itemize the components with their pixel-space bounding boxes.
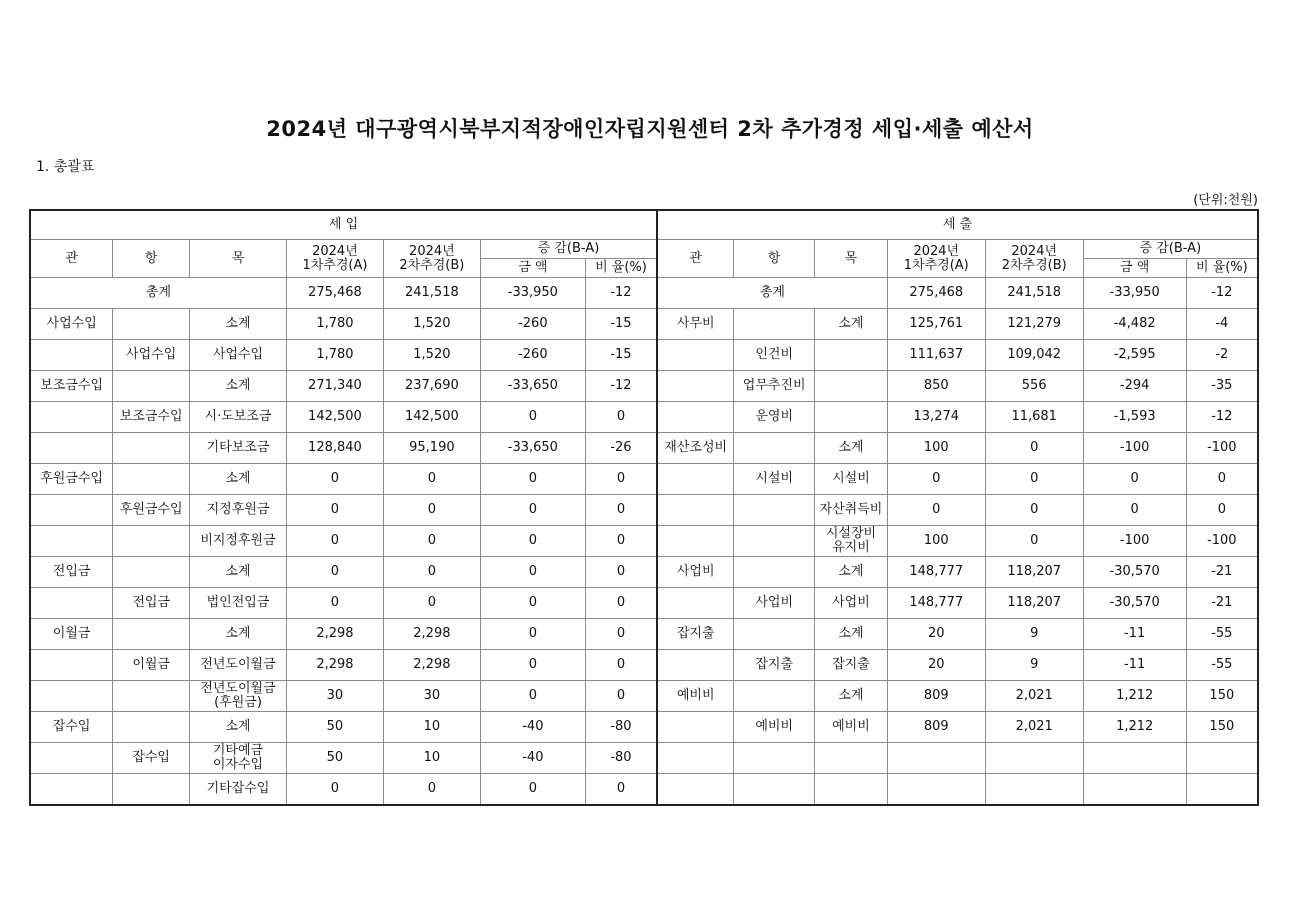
exp-hang-cell: 업무추진비 <box>734 371 815 402</box>
exp-amount-b-cell: 2,021 <box>985 681 1083 712</box>
rev-amount-b-cell: 0 <box>383 588 480 619</box>
rev-change-ratio-cell: -26 <box>585 433 657 464</box>
exp-gwan-cell: 사무비 <box>657 309 734 340</box>
exp-change-ratio-cell: -35 <box>1186 371 1258 402</box>
rev-amount-a-cell: 0 <box>286 526 383 557</box>
rev-change-ratio-cell: 0 <box>585 464 657 495</box>
expenditure-header: 세 출 <box>657 210 1258 240</box>
exp-hang-cell <box>734 495 815 526</box>
rev-amount-a-cell: 1,780 <box>286 309 383 340</box>
exp-amount-b-cell: 556 <box>985 371 1083 402</box>
rev-change-ratio-cell: 0 <box>585 557 657 588</box>
exp-mok-cell: 시설비 <box>815 464 888 495</box>
rev-hang-cell <box>113 464 190 495</box>
rev-change-amount-cell: 0 <box>480 464 585 495</box>
table-row <box>30 743 1258 774</box>
rev-change-ratio-cell: 0 <box>585 402 657 433</box>
exp-change-amount-cell: 0 <box>1083 495 1186 526</box>
rev-amount-a-cell: 50 <box>286 712 383 743</box>
section-heading: 1. 총괄표 <box>36 159 95 175</box>
rev-amount-a-cell: 0 <box>286 774 383 806</box>
rev-change-ratio-cell: 0 <box>585 650 657 681</box>
exp-change-ratio-cell: -21 <box>1186 557 1258 588</box>
exp-change-amount-cell <box>1083 743 1186 774</box>
exp-hang-cell: 사업비 <box>734 588 815 619</box>
exp-change-amount-cell: 1,212 <box>1083 712 1186 743</box>
exp-change-amount-cell: 0 <box>1083 464 1186 495</box>
exp-amount-a-cell: 20 <box>887 650 985 681</box>
exp-hang-cell <box>734 557 815 588</box>
exp-change-ratio-cell: 0 <box>1186 464 1258 495</box>
exp-mok-cell: 사업비 <box>815 588 888 619</box>
rev-amount-a-cell: 128,840 <box>286 433 383 464</box>
rev-gwan-cell: 전입금 <box>30 557 113 588</box>
rev-hang-cell <box>113 774 190 806</box>
rev-amount-a-cell: 275,468 <box>286 278 383 309</box>
exp-change-ratio-cell: 0 <box>1186 495 1258 526</box>
exp-hang-header: 항 <box>734 240 815 278</box>
exp-ratio-header: 비 율(%) <box>1186 259 1258 278</box>
exp-gwan-cell <box>657 340 734 371</box>
exp-change-ratio-cell: -2 <box>1186 340 1258 371</box>
exp-amount-a-cell: 0 <box>887 464 985 495</box>
table-row <box>30 371 1258 402</box>
rev-gwan-header: 관 <box>30 240 113 278</box>
exp-amount-a-cell <box>887 743 985 774</box>
rev-hang-cell: 후원금수입 <box>113 495 190 526</box>
rev-ratio-header: 비 율(%) <box>585 259 657 278</box>
rev-mok-cell: 지정후원금 <box>190 495 287 526</box>
exp-gwan-cell: 잡지출 <box>657 619 734 650</box>
rev-gwan-cell: 사업수입 <box>30 309 113 340</box>
rev-change-amount-cell: 0 <box>480 526 585 557</box>
table-row <box>30 712 1258 743</box>
exp-change-amount-cell: -100 <box>1083 433 1186 464</box>
rev-mok-cell: 소계 <box>190 371 287 402</box>
exp-amount-b-cell: 241,518 <box>985 278 1083 309</box>
exp-hang-cell: 예비비 <box>734 712 815 743</box>
exp-gwan-cell <box>657 712 734 743</box>
rev-amount-b-cell: 30 <box>383 681 480 712</box>
exp-change-ratio-cell: -55 <box>1186 650 1258 681</box>
exp-hang-cell: 인건비 <box>734 340 815 371</box>
exp-amount-b-cell <box>985 774 1083 806</box>
rev-amount-a-cell: 142,500 <box>286 402 383 433</box>
exp-amount-b-cell: 2,021 <box>985 712 1083 743</box>
rev-hang-cell <box>113 526 190 557</box>
exp-hang-cell: 시설비 <box>734 464 815 495</box>
rev-mok-cell: 소계 <box>190 557 287 588</box>
rev-change-ratio-cell: -80 <box>585 743 657 774</box>
rev-amount-b-cell: 95,190 <box>383 433 480 464</box>
rev-mok-cell: 소계 <box>190 464 287 495</box>
table-row <box>30 309 1258 340</box>
exp-amount-b-cell <box>985 743 1083 774</box>
table-row <box>30 402 1258 433</box>
rev-change-ratio-cell: 0 <box>585 495 657 526</box>
rev-mok-cell: 기타예금 이자수입 <box>190 743 287 774</box>
table-row <box>30 433 1258 464</box>
exp-gwan-cell: 재산조성비 <box>657 433 734 464</box>
rev-mok-cell: 전년도이월금 (후원금) <box>190 681 287 712</box>
rev-change-ratio-cell: 0 <box>585 681 657 712</box>
exp-hang-cell <box>734 743 815 774</box>
rev-hang-cell <box>113 433 190 464</box>
exp-amount-a-cell: 148,777 <box>887 557 985 588</box>
rev-amount-a-cell: 271,340 <box>286 371 383 402</box>
rev-change-amount-cell: 0 <box>480 402 585 433</box>
rev-change-amount-cell: -33,950 <box>480 278 585 309</box>
rev-amount-b-cell: 10 <box>383 712 480 743</box>
exp-change-ratio-cell: -21 <box>1186 588 1258 619</box>
exp-amount-a-cell: 850 <box>887 371 985 402</box>
exp-amount-b-cell: 0 <box>985 433 1083 464</box>
exp-amount-header: 금 액 <box>1083 259 1186 278</box>
exp-mok-cell: 소계 <box>815 309 888 340</box>
rev-amount-a-cell: 0 <box>286 557 383 588</box>
rev-change-ratio-cell: 0 <box>585 774 657 806</box>
exp-amount-a-cell: 13,274 <box>887 402 985 433</box>
rev-mok-cell: 기타잡수입 <box>190 774 287 806</box>
exp-mok-cell: 소계 <box>815 557 888 588</box>
rev-gwan-cell <box>30 340 113 371</box>
rev-col-a-header: 2024년 1차추경(A) <box>286 240 383 278</box>
exp-mok-cell: 예비비 <box>815 712 888 743</box>
rev-change-amount-cell: -33,650 <box>480 371 585 402</box>
exp-gwan-cell <box>657 526 734 557</box>
exp-amount-a-cell: 0 <box>887 495 985 526</box>
exp-amount-b-cell: 0 <box>985 526 1083 557</box>
table-row <box>30 464 1258 495</box>
rev-hang-cell <box>113 681 190 712</box>
rev-gwan-cell: 이월금 <box>30 619 113 650</box>
rev-change-amount-cell: 0 <box>480 774 585 806</box>
rev-amount-b-cell: 0 <box>383 495 480 526</box>
rev-change-ratio-cell: 0 <box>585 526 657 557</box>
rev-hang-cell <box>113 309 190 340</box>
exp-change-amount-cell: -11 <box>1083 650 1186 681</box>
exp-amount-a-cell: 809 <box>887 712 985 743</box>
exp-change-ratio-cell: -100 <box>1186 526 1258 557</box>
rev-amount-b-cell: 241,518 <box>383 278 480 309</box>
rev-amount-a-cell: 1,780 <box>286 340 383 371</box>
exp-mok-cell: 소계 <box>815 619 888 650</box>
exp-amount-b-cell: 9 <box>985 650 1083 681</box>
exp-mok-cell: 잡지출 <box>815 650 888 681</box>
rev-change-ratio-cell: -15 <box>585 309 657 340</box>
exp-gwan-cell <box>657 464 734 495</box>
exp-amount-b-cell: 0 <box>985 464 1083 495</box>
rev-change-amount-cell: -40 <box>480 743 585 774</box>
exp-mok-cell <box>815 774 888 806</box>
rev-mok-cell: 전년도이월금 <box>190 650 287 681</box>
rev-amount-b-cell: 1,520 <box>383 340 480 371</box>
exp-gwan-cell <box>657 650 734 681</box>
exp-mok-cell: 소계 <box>815 433 888 464</box>
rev-change-ratio-cell: -15 <box>585 340 657 371</box>
rev-amount-a-cell: 2,298 <box>286 650 383 681</box>
exp-change-ratio-cell: -4 <box>1186 309 1258 340</box>
document-title: 2024년 대구광역시북부지적장애인자립지원센터 2차 추가경정 세입·세출 예산서 <box>266 117 1034 141</box>
exp-change-amount-cell: 1,212 <box>1083 681 1186 712</box>
exp-hang-cell <box>734 309 815 340</box>
rev-hang-cell: 전입금 <box>113 588 190 619</box>
rev-amount-b-cell: 0 <box>383 774 480 806</box>
exp-amount-a-cell: 809 <box>887 681 985 712</box>
exp-amount-a-cell: 125,761 <box>887 309 985 340</box>
rev-amount-a-cell: 2,298 <box>286 619 383 650</box>
rev-amount-b-cell: 1,520 <box>383 309 480 340</box>
rev-amount-b-cell: 0 <box>383 526 480 557</box>
exp-change-amount-cell: -30,570 <box>1083 588 1186 619</box>
rev-hang-cell: 보조금수입 <box>113 402 190 433</box>
rev-change-amount-cell: 0 <box>480 619 585 650</box>
rev-mok-cell: 소계 <box>190 619 287 650</box>
budget-summary-table <box>29 209 1259 806</box>
exp-amount-a-cell: 20 <box>887 619 985 650</box>
exp-amount-b-cell: 118,207 <box>985 588 1083 619</box>
rev-mok-cell: 소계 <box>190 712 287 743</box>
exp-gwan-cell <box>657 371 734 402</box>
exp-gwan-cell: 예비비 <box>657 681 734 712</box>
exp-change-ratio-cell: -100 <box>1186 433 1258 464</box>
rev-hang-cell: 잡수입 <box>113 743 190 774</box>
exp-gwan-cell: 총계 <box>657 278 887 309</box>
exp-mok-cell <box>815 371 888 402</box>
exp-amount-a-cell: 148,777 <box>887 588 985 619</box>
exp-change-amount-cell <box>1083 774 1186 806</box>
exp-hang-cell: 운영비 <box>734 402 815 433</box>
exp-mok-header: 목 <box>815 240 888 278</box>
rev-change-amount-cell: 0 <box>480 681 585 712</box>
exp-change-amount-cell: -30,570 <box>1083 557 1186 588</box>
rev-gwan-cell <box>30 774 113 806</box>
rev-gwan-cell: 총계 <box>30 278 286 309</box>
exp-amount-a-cell <box>887 774 985 806</box>
exp-change-ratio-cell <box>1186 774 1258 806</box>
exp-hang-cell <box>734 433 815 464</box>
exp-change-ratio-cell: 150 <box>1186 712 1258 743</box>
rev-change-amount-cell: -40 <box>480 712 585 743</box>
exp-amount-b-cell: 0 <box>985 495 1083 526</box>
rev-hang-header: 항 <box>113 240 190 278</box>
exp-gwan-cell <box>657 402 734 433</box>
rev-mok-cell: 법인전입금 <box>190 588 287 619</box>
rev-change-ratio-cell: -12 <box>585 278 657 309</box>
exp-col-a-header: 2024년 1차추경(A) <box>887 240 985 278</box>
rev-gwan-cell <box>30 402 113 433</box>
exp-change-ratio-cell: 150 <box>1186 681 1258 712</box>
rev-change-ratio-cell: -12 <box>585 371 657 402</box>
rev-hang-cell <box>113 712 190 743</box>
rev-mok-cell: 기타보조금 <box>190 433 287 464</box>
table-row <box>30 650 1258 681</box>
rev-hang-cell: 이월금 <box>113 650 190 681</box>
rev-amount-b-cell: 2,298 <box>383 619 480 650</box>
rev-mok-cell: 시·도보조금 <box>190 402 287 433</box>
exp-change-amount-cell: -294 <box>1083 371 1186 402</box>
rev-amount-a-cell: 50 <box>286 743 383 774</box>
rev-change-ratio-cell: 0 <box>585 619 657 650</box>
rev-hang-cell <box>113 371 190 402</box>
rev-change-amount-cell: 0 <box>480 557 585 588</box>
rev-amount-b-cell: 0 <box>383 557 480 588</box>
table-row <box>30 681 1258 712</box>
exp-change-amount-cell: -11 <box>1083 619 1186 650</box>
exp-amount-a-cell: 275,468 <box>887 278 985 309</box>
exp-change-ratio-cell: -55 <box>1186 619 1258 650</box>
exp-change-ratio-cell <box>1186 743 1258 774</box>
rev-hang-cell: 사업수입 <box>113 340 190 371</box>
exp-amount-b-cell: 9 <box>985 619 1083 650</box>
table-row <box>30 495 1258 526</box>
exp-mok-cell: 소계 <box>815 681 888 712</box>
rev-change-ratio-cell: 0 <box>585 588 657 619</box>
table-row <box>30 340 1258 371</box>
exp-gwan-cell <box>657 495 734 526</box>
rev-gwan-cell <box>30 650 113 681</box>
exp-change-amount-cell: -1,593 <box>1083 402 1186 433</box>
exp-hang-cell <box>734 526 815 557</box>
rev-change-amount-cell: 0 <box>480 495 585 526</box>
exp-gwan-cell <box>657 743 734 774</box>
exp-change-amount-cell: -2,595 <box>1083 340 1186 371</box>
exp-change-ratio-cell: -12 <box>1186 278 1258 309</box>
exp-amount-b-cell: 11,681 <box>985 402 1083 433</box>
table-row <box>30 557 1258 588</box>
exp-amount-a-cell: 100 <box>887 526 985 557</box>
rev-gwan-cell <box>30 526 113 557</box>
exp-col-b-header: 2024년 2차추경(B) <box>985 240 1083 278</box>
exp-change-amount-cell: -4,482 <box>1083 309 1186 340</box>
rev-amount-a-cell: 30 <box>286 681 383 712</box>
table-row <box>30 774 1258 806</box>
rev-mok-cell: 소계 <box>190 309 287 340</box>
rev-gwan-cell: 보조금수입 <box>30 371 113 402</box>
exp-amount-b-cell: 109,042 <box>985 340 1083 371</box>
rev-gwan-cell: 후원금수입 <box>30 464 113 495</box>
exp-gwan-cell: 사업비 <box>657 557 734 588</box>
exp-gwan-cell <box>657 774 734 806</box>
rev-hang-cell <box>113 557 190 588</box>
table-row <box>30 278 1258 309</box>
rev-amount-a-cell: 0 <box>286 495 383 526</box>
exp-change-amount-cell: -33,950 <box>1083 278 1186 309</box>
exp-hang-cell: 잡지출 <box>734 650 815 681</box>
exp-amount-a-cell: 100 <box>887 433 985 464</box>
rev-gwan-cell <box>30 495 113 526</box>
exp-hang-cell <box>734 774 815 806</box>
exp-amount-b-cell: 121,279 <box>985 309 1083 340</box>
exp-change-amount-cell: -100 <box>1083 526 1186 557</box>
rev-change-amount-cell: -33,650 <box>480 433 585 464</box>
exp-change-header: 증 감(B-A) <box>1083 240 1258 259</box>
unit-label: (단위:천원) <box>1193 193 1258 208</box>
rev-amount-b-cell: 142,500 <box>383 402 480 433</box>
exp-mok-cell: 시설장비 유지비 <box>815 526 888 557</box>
exp-mok-cell <box>815 402 888 433</box>
rev-amount-a-cell: 0 <box>286 588 383 619</box>
rev-mok-header: 목 <box>190 240 287 278</box>
rev-amount-b-cell: 10 <box>383 743 480 774</box>
exp-mok-cell: 자산취득비 <box>815 495 888 526</box>
rev-change-amount-cell: -260 <box>480 309 585 340</box>
rev-mok-cell: 사업수입 <box>190 340 287 371</box>
rev-change-amount-cell: 0 <box>480 588 585 619</box>
exp-gwan-cell <box>657 588 734 619</box>
exp-mok-cell <box>815 743 888 774</box>
rev-hang-cell <box>113 619 190 650</box>
exp-amount-a-cell: 111,637 <box>887 340 985 371</box>
exp-gwan-header: 관 <box>657 240 734 278</box>
rev-amount-b-cell: 237,690 <box>383 371 480 402</box>
rev-amount-a-cell: 0 <box>286 464 383 495</box>
rev-amount-header: 금 액 <box>480 259 585 278</box>
table-row <box>30 619 1258 650</box>
rev-gwan-cell <box>30 681 113 712</box>
exp-hang-cell <box>734 681 815 712</box>
rev-change-amount-cell: 0 <box>480 650 585 681</box>
rev-amount-b-cell: 0 <box>383 464 480 495</box>
revenue-header: 세 입 <box>30 210 657 240</box>
rev-amount-b-cell: 2,298 <box>383 650 480 681</box>
rev-change-ratio-cell: -80 <box>585 712 657 743</box>
table-row <box>30 526 1258 557</box>
exp-change-ratio-cell: -12 <box>1186 402 1258 433</box>
rev-gwan-cell: 잡수입 <box>30 712 113 743</box>
rev-gwan-cell <box>30 588 113 619</box>
table-row <box>30 588 1258 619</box>
rev-mok-cell: 비지정후원금 <box>190 526 287 557</box>
rev-change-header: 증 감(B-A) <box>480 240 657 259</box>
exp-hang-cell <box>734 619 815 650</box>
rev-gwan-cell <box>30 433 113 464</box>
rev-col-b-header: 2024년 2차추경(B) <box>383 240 480 278</box>
exp-amount-b-cell: 118,207 <box>985 557 1083 588</box>
rev-gwan-cell <box>30 743 113 774</box>
rev-change-amount-cell: -260 <box>480 340 585 371</box>
exp-mok-cell <box>815 340 888 371</box>
